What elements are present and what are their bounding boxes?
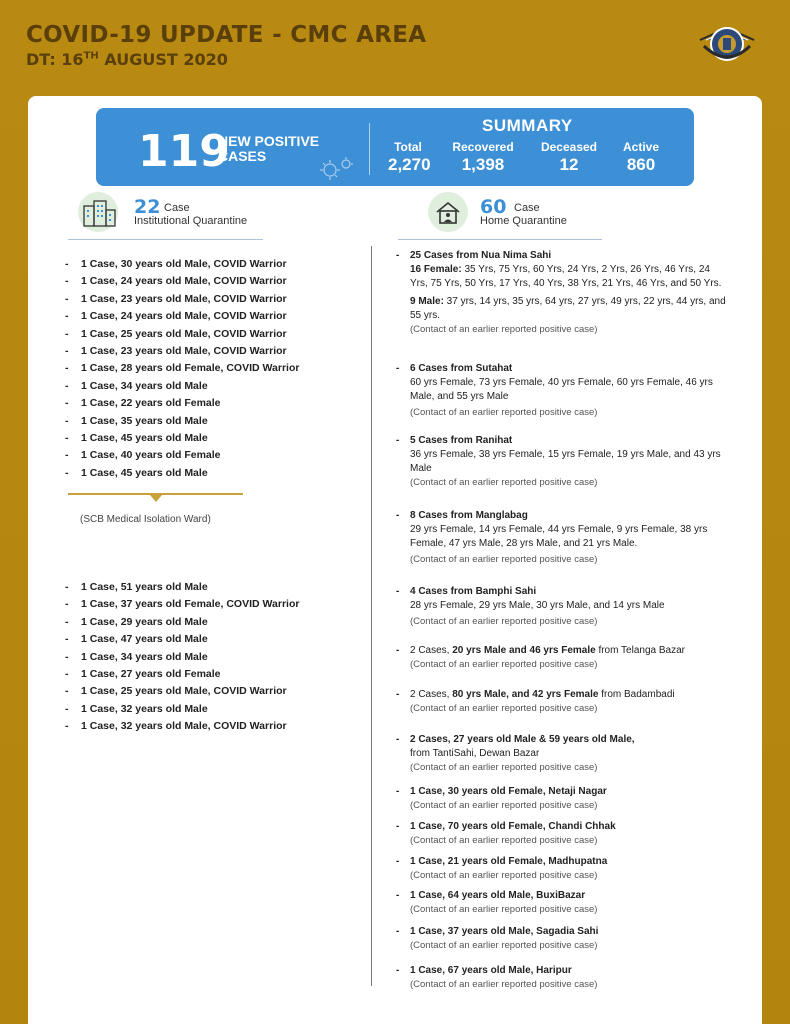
home-entry-sutahat: - 6 Cases from Sutahat 60 yrs Female, 73 yrs Female, 40 yrs Female, 60 yrs Female, 46 yrs Male, and 55 yrs Male (Contact of an earlier reported positive case)	[396, 363, 713, 418]
stat-active: Active 860	[622, 140, 660, 174]
content-card	[28, 96, 762, 1024]
home-entry-netaji-nagar: - 1 Case, 30 years old Female, Netaji Nagar (Contact of an earlier reported positive case)	[396, 786, 607, 811]
stat-recovered: Recovered 1,398	[452, 140, 514, 174]
new-positive-label: NEW POSITIVE CASES	[218, 133, 320, 164]
list-item: - 1 Case, 27 years old Female	[65, 667, 221, 680]
home-entry-nua-nima-sahi: - 25 Cases from Nua Nima Sahi 16 Female: 35 Yrs, 75 Yrs, 60 Yrs, 24 Yrs, 2 Yrs, 26 Yrs, 46 Yrs, 24 Yrs, 75 Yrs, 50 Yrs, 17 Yrs, 40 Yrs, 38 Yrs, 21 Yrs, 46 Yrs, and 50 Yrs. 9 Male: 37 yrs, 14 yrs, 35 yrs, 64 yrs, 27 yrs, 49 yrs, 22 yrs, 44 yrs, and 55 yrs. (Contact of an earlier reported positive case)	[396, 250, 726, 335]
list-item: - 1 Case, 24 years old Male, COVID Warrior	[65, 275, 287, 288]
home-entry-buxibazar: - 1 Case, 64 years old Male, BuxiBazar (Contact of an earlier reported positive case)	[396, 890, 598, 915]
list-item: - 1 Case, 40 years old Female	[65, 449, 221, 462]
home-count: 60	[480, 196, 507, 218]
column-divider	[371, 246, 372, 986]
summary-divider	[369, 123, 370, 175]
home-entry-tantisahi: - 2 Cases, 27 years old Male & 59 years old Male, from TantiSahi, Dewan Bazar (Contact of an earlier reported positive case)	[396, 734, 635, 773]
home-entry-sagadia-sahi: - 1 Case, 37 years old Male, Sagadia Sahi (Contact of an earlier reported positive case)	[396, 926, 599, 951]
home-quarantine-icon	[434, 200, 462, 224]
list-item: - 1 Case, 25 years old Male, COVID Warrior	[65, 685, 287, 698]
home-entry-manglabag: - 8 Cases from Manglabag 29 yrs Female, 14 yrs Female, 44 yrs Female, 9 yrs Female, 38 yrs Female, 47 yrs Male, 28 yrs Male, and 21 yrs Male. (Contact of an earlier reported positive case)	[396, 510, 708, 565]
page-title: COVID-19 UPDATE - CMC AREA	[26, 22, 427, 48]
home-entry-badambadi: - 2 Cases, 80 yrs Male, and 42 yrs Female from Badambadi (Contact of an earlier reported positive case)	[396, 689, 675, 714]
page-header	[26, 22, 426, 69]
list-item: - 1 Case, 25 years old Male, COVID Warrior	[65, 327, 287, 340]
list-item: - 1 Case, 29 years old Male	[65, 615, 208, 628]
gold-divider-arrow	[150, 495, 162, 502]
list-item: - 1 Case, 47 years old Male	[65, 633, 208, 646]
institutional-list-a	[65, 256, 299, 482]
list-item: - 1 Case, 32 years old Male, COVID Warrior	[65, 720, 287, 733]
list-item: - 1 Case, 37 years old Female, COVID Warrior	[65, 598, 300, 611]
list-item: - 1 Case, 23 years old Male, COVID Warrior	[65, 344, 287, 357]
home-entry-telanga-bazar: - 2 Cases, 20 yrs Male and 46 yrs Female from Telanga Bazar (Contact of an earlier reported positive case)	[396, 645, 685, 670]
building-icon	[82, 198, 118, 228]
stat-deceased: Deceased 12	[540, 140, 598, 174]
list-item: - 1 Case, 51 years old Male	[65, 581, 208, 593]
stat-total: Total 2,270	[388, 140, 431, 174]
virus-icon	[316, 154, 356, 184]
list-item: - 1 Case, 30 years old Male, COVID Warrior	[65, 258, 287, 270]
list-item: - 1 Case, 32 years old Male	[65, 702, 208, 715]
home-case-word: Case	[514, 202, 540, 214]
home-entry-bamphi-sahi: - 4 Cases from Bamphi Sahi 28 yrs Female, 29 yrs Male, 30 yrs Male, and 14 yrs Male (Contact of an earlier reported positive case)	[396, 586, 665, 627]
institutional-label: Institutional Quarantine	[134, 215, 248, 227]
list-item: - 1 Case, 24 years old Male, COVID Warrior	[65, 310, 287, 323]
list-item: - 1 Case, 28 years old Female, COVID Warrior	[65, 362, 300, 375]
home-label: Home Quarantine	[480, 215, 567, 227]
report-date: DT: 16TH AUGUST 2020	[26, 50, 228, 69]
home-underline	[398, 239, 602, 240]
cmc-logo-icon	[696, 16, 758, 66]
summary-title: SUMMARY	[482, 116, 573, 135]
institutional-case-word: Case	[164, 202, 190, 214]
home-entry-haripur: - 1 Case, 67 years old Male, Haripur (Contact of an earlier reported positive case)	[396, 965, 598, 990]
list-item: - 1 Case, 34 years old Male	[65, 650, 208, 663]
list-item: - 1 Case, 35 years old Male	[65, 414, 208, 427]
home-entry-madhupatna: - 1 Case, 21 years old Female, Madhupatna (Contact of an earlier reported positive case)	[396, 856, 608, 881]
list-item: - 1 Case, 45 years old Male	[65, 466, 208, 479]
new-positive-count: 119	[138, 126, 230, 177]
institutional-count: 22	[134, 196, 161, 218]
summary-banner	[96, 108, 694, 186]
list-item: - 1 Case, 23 years old Male, COVID Warrior	[65, 292, 287, 305]
institutional-list-b	[65, 579, 299, 736]
list-item: - 1 Case, 34 years old Male	[65, 379, 208, 392]
list-item: - 1 Case, 45 years old Male	[65, 431, 208, 444]
ward-note: (SCB Medical Isolation Ward)	[80, 514, 211, 525]
home-entry-ranihat: - 5 Cases from Ranihat 36 yrs Female, 38 yrs Female, 15 yrs Female, 19 yrs Male, and 43 yrs Male (Contact of an earlier reported positive case)	[396, 435, 721, 488]
list-item: - 1 Case, 22 years old Female	[65, 397, 221, 410]
institutional-underline	[68, 239, 263, 240]
home-entry-chandi-chhak: - 1 Case, 70 years old Female, Chandi Chhak (Contact of an earlier reported positive case)	[396, 821, 616, 846]
